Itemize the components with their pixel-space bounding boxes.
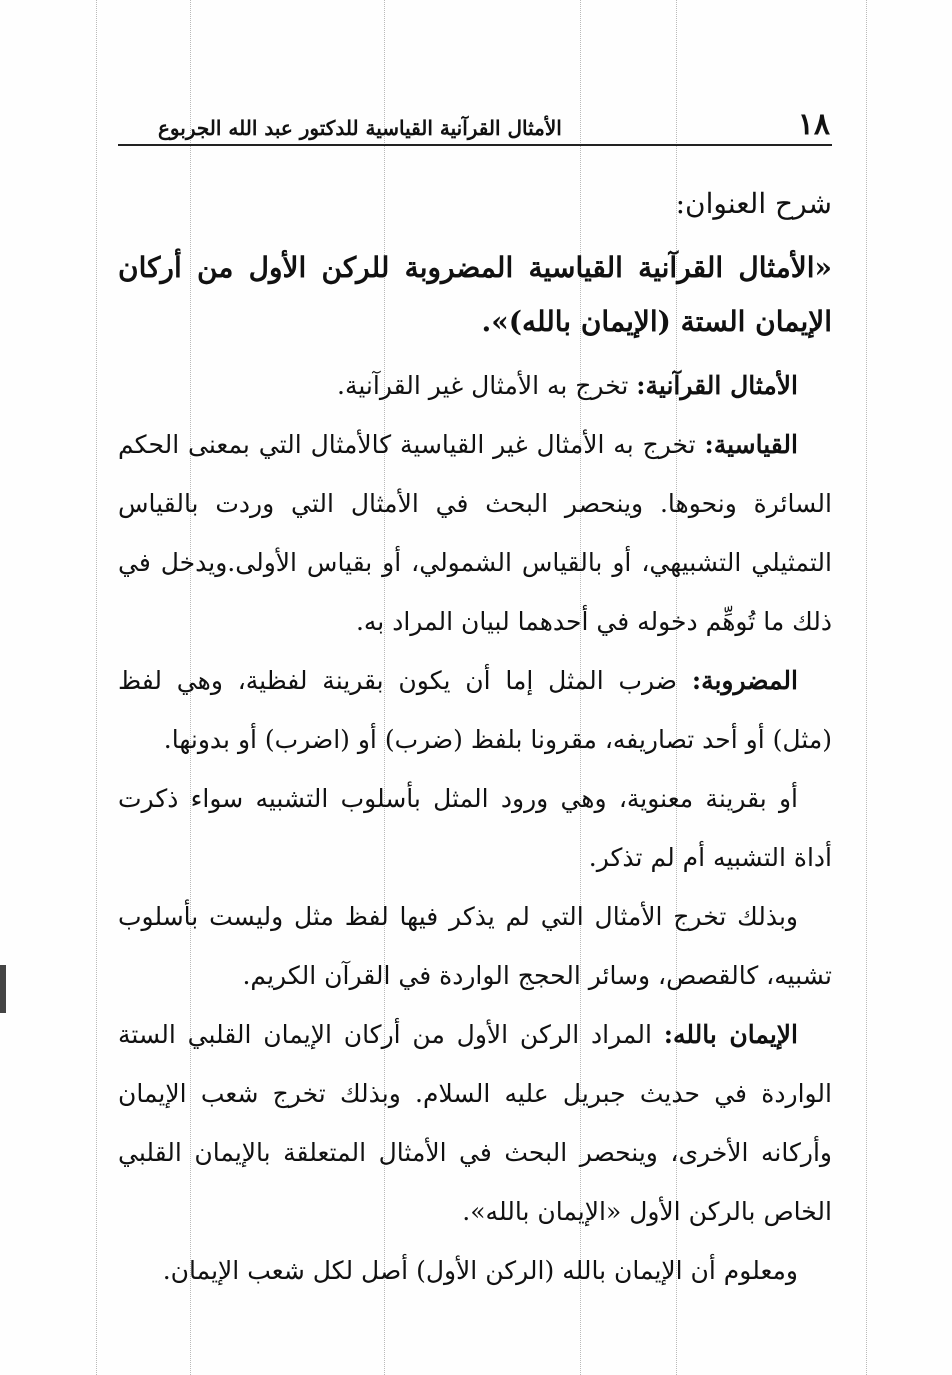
paragraph-text: ومعلوم أن الإيمان بالله (الركن الأول) أصل لكل شعب الإيمان. (162, 1255, 798, 1285)
running-header (118, 100, 832, 146)
paragraph-text: تخرج به الأمثال غير القياسية كالأمثال التي بمعنى الحكم السائرة ونحوها. وينحصر البحث في الأمثال التي وردت بالقياس التمثيلي التشبيهي، أو بالقياس الشمولي، أو بقياس الأولى.ويدخل في ذلك ما تُوهِّم دخوله في أحدهما لبيان المراد به. (118, 429, 832, 636)
paragraph-term: الإيمان بالله: (663, 1019, 798, 1049)
paragraph-term: الأمثال القرآنية: (636, 370, 798, 400)
paragraph-term: المضروبة: (691, 665, 798, 695)
page-content (118, 146, 832, 1300)
paragraph-text: تخرج به الأمثال غير القرآنية. (337, 370, 637, 400)
paragraph-belief-in-god (118, 1005, 832, 1241)
title-quote: «الأمثال القرآنية القياسية المضروبة للركن الأول من أركان الإيمان الستة (الإيمان بالله)». (118, 250, 832, 339)
paragraph-struck (118, 651, 832, 769)
paragraph-text: أو بقرينة معنوية، وهي ورود المثل بأسلوب التشبيه سواء ذكرت أداة التشبيه أم لم تذكر. (118, 783, 832, 872)
paragraph-conclusion (118, 1241, 832, 1300)
paragraph-term: القياسية: (704, 429, 798, 459)
paragraph-quranic-parables (118, 356, 832, 415)
page-number: ١٨ (797, 107, 830, 142)
paragraph-exclusions (118, 887, 832, 1005)
paragraph-analogical (118, 415, 832, 651)
scan-guide-line (96, 0, 97, 1375)
paragraph-text: ضرب المثل إما أن يكون بقرينة لفظية، وهي لفظ (مثل) أو أحد تصاريفه، مقرونا بلفظ (ضرب) أو (اضرب) أو بدونها. (118, 665, 832, 754)
book-page (118, 100, 832, 1300)
scan-guide-line (866, 0, 867, 1375)
scan-edge-mark (0, 965, 6, 1013)
paragraph-semantic-indicator (118, 769, 832, 887)
paragraph-text: وبذلك تخرج الأمثال التي لم يذكر فيها لفظ مثل وليست بأسلوب تشبيه، كالقصص، وسائر الحجج الواردة في القرآن الكريم. (118, 901, 832, 990)
section-heading: شرح العنوان: (675, 187, 832, 220)
paragraph-text: المراد الركن الأول من أركان الإيمان القلبي الستة الواردة في حديث جبريل عليه السلام. وبذلك تخرج شعب الإيمان وأركانه الأخرى، وينحصر البحث في الأمثال المتعلقة بالإيمان القلبي الخاص بالركن الأول «الإيمان بالله». (118, 1019, 832, 1226)
running-title: الأمثال القرآنية القياسية للدكتور عبد الله الجربوع (158, 116, 562, 140)
